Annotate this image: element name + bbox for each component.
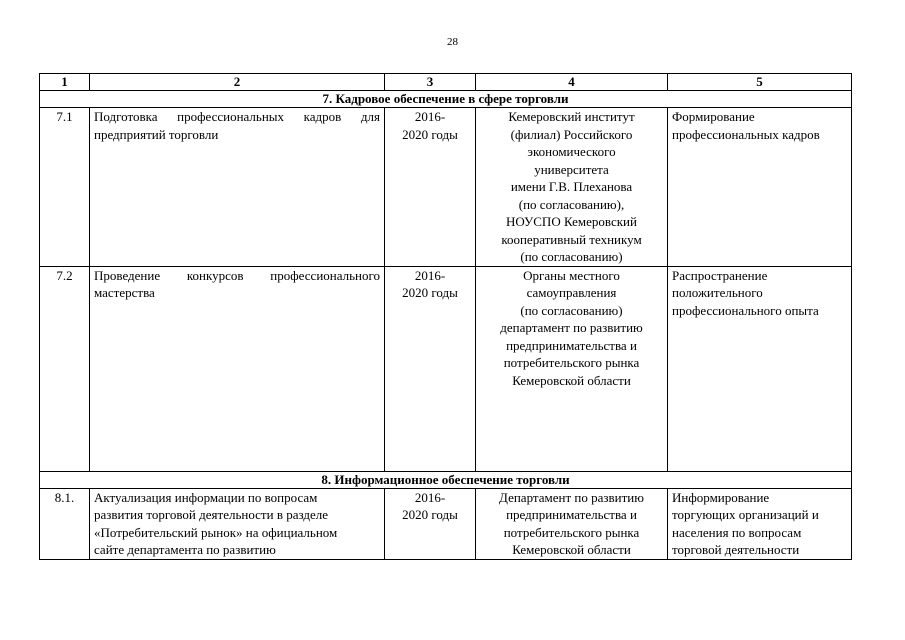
header-col-2: 2 <box>90 74 385 91</box>
executor-line: Кемеровский институт <box>508 109 635 124</box>
term-cell <box>385 108 476 267</box>
executor-line: Кемеровской области <box>512 372 631 388</box>
section-row <box>40 471 852 488</box>
executor-line: экономического <box>527 144 616 159</box>
result-cell <box>668 266 852 471</box>
executor-cell <box>476 266 668 471</box>
section-row <box>40 91 852 108</box>
executor-line: Органы местного <box>523 267 620 283</box>
row-number: 7.1 <box>40 108 90 267</box>
executor-line: кооперативный техникум <box>501 231 642 247</box>
header-col-1: 1 <box>40 74 90 91</box>
term-line: 2016- <box>414 267 446 283</box>
term-line: 2020 годы <box>402 285 458 300</box>
executor-line: самоуправления <box>526 285 617 300</box>
executor-line: потребительского рынка <box>503 355 640 370</box>
result-cell <box>668 108 852 267</box>
executor-line: (по согласованию) <box>520 249 623 264</box>
executor-line: (филиал) Российского <box>510 126 633 142</box>
executor-line: (по согласованию), <box>518 196 625 212</box>
executor-line: имени Г.В. Плеханова <box>510 179 633 194</box>
result-line: профессионального опыта <box>672 302 819 318</box>
section-title-7: 7. Кадровое обеспечение в сфере торговли <box>40 91 852 108</box>
row-number: 7.2 <box>40 266 90 471</box>
events-table <box>39 73 852 560</box>
term-line: 2016- <box>414 109 446 124</box>
result-line: Распространение <box>672 267 768 283</box>
term-cell <box>385 266 476 471</box>
event-cell: Проведение конкурсов профессионального мастерства <box>90 266 385 471</box>
event-cell <box>90 488 385 559</box>
term-line: 2016- <box>414 489 446 505</box>
section-title-8: 8. Информационное обеспечение торговли <box>40 471 852 488</box>
row-number: 8.1. <box>40 488 90 559</box>
executor-line: университета <box>534 161 609 177</box>
term-cell <box>385 488 476 559</box>
table-row <box>40 108 852 267</box>
header-col-3: 3 <box>385 74 476 91</box>
event-cell: Подготовка профессиональных кадров для предприятий торговли <box>90 108 385 267</box>
event-line: Актуализация информации по вопросам <box>94 489 318 505</box>
table-row <box>40 266 852 471</box>
header-col-4: 4 <box>476 74 668 91</box>
executor-line: Департамент по развитию <box>499 489 644 505</box>
term-line: 2020 годы <box>402 507 458 522</box>
executor-line: НОУСПО Кемеровский <box>506 214 637 229</box>
executor-line: Кемеровской области <box>512 542 631 557</box>
result-cell <box>668 488 852 559</box>
executor-line: (по согласованию) <box>520 302 623 318</box>
header-col-5: 5 <box>668 74 852 91</box>
table-header-row <box>40 74 852 91</box>
result-line: населения по вопросам <box>672 524 802 540</box>
result-line: профессиональных кадров <box>672 126 820 142</box>
result-line: торговой деятельности <box>672 542 800 557</box>
result-line: Информирование <box>672 489 770 505</box>
executor-cell <box>476 488 668 559</box>
executor-line: департамент по развитию <box>500 320 643 335</box>
term-line: 2020 годы <box>402 126 458 142</box>
executor-line: потребительского рынка <box>503 524 640 540</box>
executor-line: предпринимательства и <box>506 507 637 522</box>
event-line: сайте департамента по развитию <box>94 542 276 557</box>
result-line: положительного <box>672 285 763 300</box>
page-number: 28 <box>447 36 458 48</box>
result-line: торгующих организаций и <box>672 507 819 522</box>
event-line: развития торговой деятельности в разделе <box>94 507 329 522</box>
event-line: «Потребительский рынок» на официальном <box>94 524 338 540</box>
result-line: Формирование <box>672 109 755 124</box>
table-row <box>40 488 852 559</box>
executor-line: предпринимательства и <box>506 337 637 353</box>
executor-cell <box>476 108 668 267</box>
